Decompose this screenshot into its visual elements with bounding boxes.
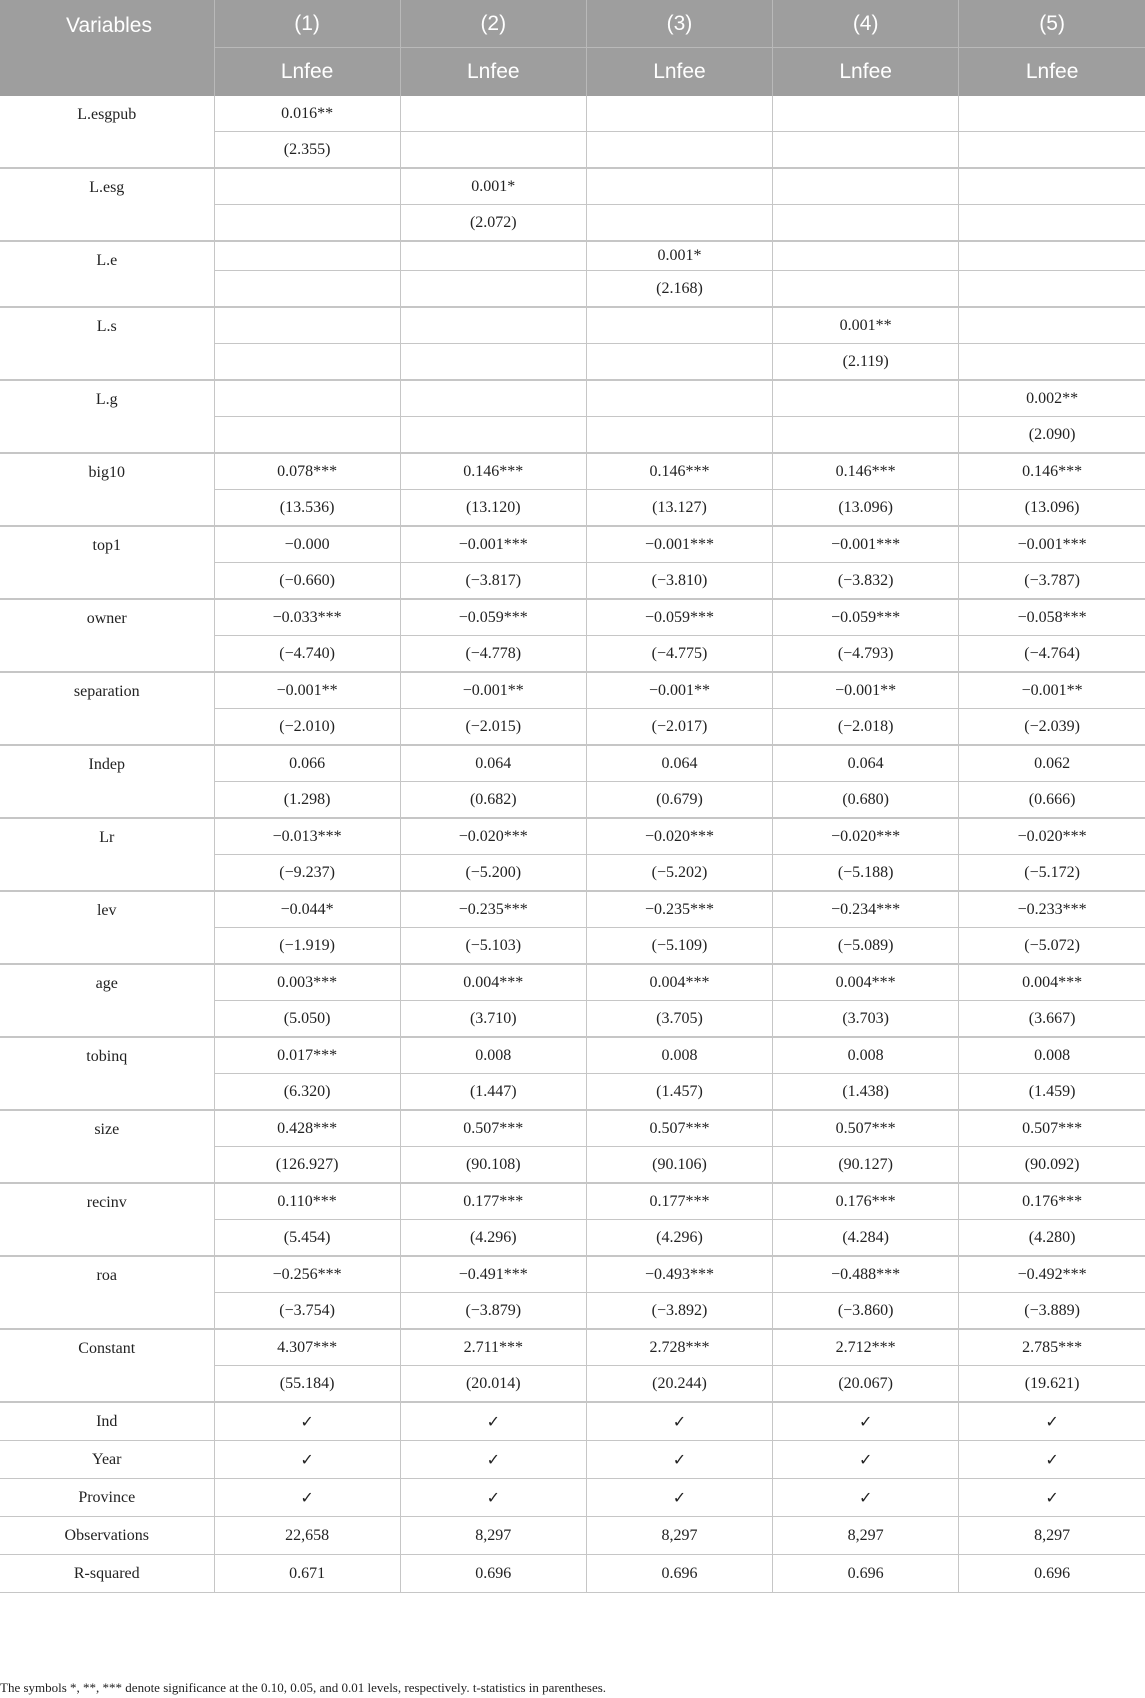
t-stat-cell: (−5.188) — [773, 855, 959, 892]
coef-cell: −0.001** — [400, 672, 586, 709]
variable-name: size — [0, 1110, 214, 1183]
summary-cell: ✓ — [400, 1479, 586, 1517]
summary-cell: ✓ — [400, 1402, 586, 1441]
coef-cell: −0.493*** — [586, 1256, 772, 1293]
coef-cell: −0.033*** — [214, 599, 400, 636]
summary-row — [0, 1441, 1145, 1479]
summary-cell: ✓ — [959, 1402, 1145, 1441]
variable-name: L.s — [0, 307, 214, 380]
t-stat-cell — [586, 205, 772, 242]
variable-name: Indep — [0, 745, 214, 818]
coef-cell: −0.044* — [214, 891, 400, 928]
t-stat-cell: (2.119) — [773, 344, 959, 381]
t-stat-cell: (1.298) — [214, 782, 400, 819]
coef-cell: 0.507*** — [400, 1110, 586, 1147]
t-stat-cell: (−3.754) — [214, 1293, 400, 1330]
t-stat-cell: (3.710) — [400, 1001, 586, 1038]
coef-cell: 0.507*** — [586, 1110, 772, 1147]
coef-cell: −0.020*** — [773, 818, 959, 855]
coef-cell: 0.066 — [214, 745, 400, 782]
variable-name: separation — [0, 672, 214, 745]
coef-cell: −0.001*** — [400, 526, 586, 563]
coef-cell — [959, 168, 1145, 205]
t-stat-cell: (−4.740) — [214, 636, 400, 673]
variable-name: tobinq — [0, 1037, 214, 1110]
t-stat-cell: (−5.103) — [400, 928, 586, 965]
coef-cell: 0.008 — [586, 1037, 772, 1074]
t-stat-cell: (−3.892) — [586, 1293, 772, 1330]
table-row — [0, 745, 1145, 782]
table-header — [0, 0, 1145, 96]
coef-cell: 0.507*** — [773, 1110, 959, 1147]
t-stat-cell — [214, 271, 400, 308]
summary-cell: ✓ — [400, 1441, 586, 1479]
coef-cell: 0.146*** — [400, 453, 586, 490]
summary-cell: ✓ — [586, 1402, 772, 1441]
coef-cell: −0.256*** — [214, 1256, 400, 1293]
t-stat-cell — [586, 344, 772, 381]
coef-cell — [214, 168, 400, 205]
t-stat-cell — [400, 417, 586, 454]
t-stat-cell: (1.447) — [400, 1074, 586, 1111]
coef-cell: −0.001** — [773, 672, 959, 709]
variable-name: top1 — [0, 526, 214, 599]
t-stat-cell: (−3.879) — [400, 1293, 586, 1330]
t-stat-cell — [214, 205, 400, 242]
coef-cell: −0.001*** — [959, 526, 1145, 563]
coef-cell — [400, 96, 586, 132]
variable-name: L.esgpub — [0, 96, 214, 168]
column-header: (3) — [586, 0, 772, 48]
t-stat-cell: (−5.072) — [959, 928, 1145, 965]
t-stat-cell: (3.667) — [959, 1001, 1145, 1038]
t-stat-cell: (−3.889) — [959, 1293, 1145, 1330]
t-stat-cell: (−0.660) — [214, 563, 400, 600]
summary-row — [0, 1479, 1145, 1517]
variable-name: L.g — [0, 380, 214, 453]
dep-var-header: Lnfee — [586, 48, 772, 97]
t-stat-cell: (−5.089) — [773, 928, 959, 965]
summary-cell: 0.696 — [773, 1555, 959, 1593]
coef-cell: 0.177*** — [400, 1183, 586, 1220]
coef-cell — [400, 241, 586, 271]
coef-cell: 2.785*** — [959, 1329, 1145, 1366]
coef-cell: 0.177*** — [586, 1183, 772, 1220]
t-stat-cell: (1.438) — [773, 1074, 959, 1111]
t-stat-cell: (−2.015) — [400, 709, 586, 746]
coef-cell: 0.004*** — [773, 964, 959, 1001]
summary-cell: 0.696 — [400, 1555, 586, 1593]
summary-cell: 0.696 — [586, 1555, 772, 1593]
coef-cell: −0.000 — [214, 526, 400, 563]
coef-cell: −0.020*** — [400, 818, 586, 855]
t-stat-cell: (−3.787) — [959, 563, 1145, 600]
coef-cell: −0.013*** — [214, 818, 400, 855]
coef-cell — [959, 241, 1145, 271]
variable-name: age — [0, 964, 214, 1037]
summary-row — [0, 1402, 1145, 1441]
coef-cell: −0.235*** — [586, 891, 772, 928]
coef-cell: 0.008 — [959, 1037, 1145, 1074]
coef-cell: −0.001** — [586, 672, 772, 709]
summary-row — [0, 1517, 1145, 1555]
coef-cell: −0.020*** — [959, 818, 1145, 855]
coef-cell: 0.146*** — [773, 453, 959, 490]
t-stat-cell: (90.106) — [586, 1147, 772, 1184]
table-row — [0, 891, 1145, 928]
coef-cell: 0.146*** — [586, 453, 772, 490]
t-stat-cell: (90.127) — [773, 1147, 959, 1184]
coef-cell: 2.712*** — [773, 1329, 959, 1366]
t-stat-cell: (90.092) — [959, 1147, 1145, 1184]
coef-cell: 0.003*** — [214, 964, 400, 1001]
dep-var-header: Lnfee — [773, 48, 959, 97]
t-stat-cell: (13.096) — [773, 490, 959, 527]
t-stat-cell — [214, 417, 400, 454]
table-row — [0, 1110, 1145, 1147]
table-row — [0, 526, 1145, 563]
t-stat-cell — [400, 132, 586, 169]
coef-cell: 0.176*** — [959, 1183, 1145, 1220]
table-row — [0, 599, 1145, 636]
t-stat-cell: (−5.109) — [586, 928, 772, 965]
summary-cell: ✓ — [214, 1441, 400, 1479]
coef-cell — [773, 380, 959, 417]
table-body — [0, 96, 1145, 1593]
summary-cell: 8,297 — [773, 1517, 959, 1555]
t-stat-cell: (3.703) — [773, 1001, 959, 1038]
t-stat-cell: (4.284) — [773, 1220, 959, 1257]
t-stat-cell: (0.680) — [773, 782, 959, 819]
coef-cell: 2.728*** — [586, 1329, 772, 1366]
coef-cell: 0.004*** — [959, 964, 1145, 1001]
t-stat-cell: (−5.172) — [959, 855, 1145, 892]
summary-cell: ✓ — [773, 1441, 959, 1479]
column-header: (5) — [959, 0, 1145, 48]
variable-name: Lr — [0, 818, 214, 891]
column-header: (2) — [400, 0, 586, 48]
t-stat-cell: (−2.017) — [586, 709, 772, 746]
dep-var-header: Lnfee — [214, 48, 400, 97]
coef-cell: 0.004*** — [586, 964, 772, 1001]
t-stat-cell: (6.320) — [214, 1074, 400, 1111]
table-row — [0, 307, 1145, 344]
coef-cell: −0.491*** — [400, 1256, 586, 1293]
t-stat-cell — [773, 205, 959, 242]
t-stat-cell — [214, 344, 400, 381]
t-stat-cell: (4.296) — [586, 1220, 772, 1257]
coef-cell: 0.110*** — [214, 1183, 400, 1220]
t-stat-cell: (2.168) — [586, 271, 772, 308]
summary-label: Province — [0, 1479, 214, 1517]
coef-cell: −0.492*** — [959, 1256, 1145, 1293]
coef-cell — [586, 307, 772, 344]
table-row — [0, 380, 1145, 417]
summary-cell: 0.696 — [959, 1555, 1145, 1593]
table-row — [0, 818, 1145, 855]
t-stat-cell: (19.621) — [959, 1366, 1145, 1403]
coef-cell: 0.017*** — [214, 1037, 400, 1074]
coef-cell — [586, 380, 772, 417]
variable-name: Constant — [0, 1329, 214, 1402]
t-stat-cell — [959, 344, 1145, 381]
coef-cell: −0.488*** — [773, 1256, 959, 1293]
coef-cell: 0.064 — [400, 745, 586, 782]
summary-cell: ✓ — [586, 1441, 772, 1479]
summary-cell: 0.671 — [214, 1555, 400, 1593]
t-stat-cell: (3.705) — [586, 1001, 772, 1038]
coef-cell: 0.064 — [586, 745, 772, 782]
coef-cell: 0.008 — [773, 1037, 959, 1074]
table-row — [0, 1037, 1145, 1074]
header-row-columns — [0, 0, 1145, 48]
variable-name: recinv — [0, 1183, 214, 1256]
coef-cell: −0.001** — [959, 672, 1145, 709]
t-stat-cell: (90.108) — [400, 1147, 586, 1184]
t-stat-cell: (1.459) — [959, 1074, 1145, 1111]
coef-cell: −0.235*** — [400, 891, 586, 928]
table-row — [0, 96, 1145, 132]
t-stat-cell — [773, 132, 959, 169]
t-stat-cell — [773, 417, 959, 454]
t-stat-cell: (−4.775) — [586, 636, 772, 673]
t-stat-cell — [400, 271, 586, 308]
table-row — [0, 964, 1145, 1001]
coef-cell: 0.176*** — [773, 1183, 959, 1220]
t-stat-cell: (−1.919) — [214, 928, 400, 965]
coef-cell — [214, 380, 400, 417]
coef-cell — [959, 96, 1145, 132]
coef-cell: −0.020*** — [586, 818, 772, 855]
coef-cell: 0.001* — [586, 241, 772, 271]
t-stat-cell: (20.014) — [400, 1366, 586, 1403]
t-stat-cell: (126.927) — [214, 1147, 400, 1184]
summary-label: R-squared — [0, 1555, 214, 1593]
variable-name: L.esg — [0, 168, 214, 241]
coef-cell — [400, 307, 586, 344]
summary-label: Ind — [0, 1402, 214, 1441]
table-row — [0, 1329, 1145, 1366]
t-stat-cell: (−2.010) — [214, 709, 400, 746]
summary-label: Observations — [0, 1517, 214, 1555]
dep-var-header: Lnfee — [959, 48, 1145, 97]
summary-cell: ✓ — [214, 1402, 400, 1441]
coef-cell: −0.001** — [214, 672, 400, 709]
t-stat-cell: (−2.039) — [959, 709, 1145, 746]
coef-cell — [773, 96, 959, 132]
coef-cell: −0.059*** — [400, 599, 586, 636]
t-stat-cell: (−4.778) — [400, 636, 586, 673]
t-stat-cell: (−4.793) — [773, 636, 959, 673]
t-stat-cell: (2.355) — [214, 132, 400, 169]
table-row — [0, 672, 1145, 709]
coef-cell: 0.064 — [773, 745, 959, 782]
table-row — [0, 1183, 1145, 1220]
summary-row — [0, 1555, 1145, 1593]
coef-cell: 0.001** — [773, 307, 959, 344]
variable-name: roa — [0, 1256, 214, 1329]
t-stat-cell: (−5.202) — [586, 855, 772, 892]
coef-cell: −0.001*** — [586, 526, 772, 563]
t-stat-cell: (−4.764) — [959, 636, 1145, 673]
t-stat-cell: (13.536) — [214, 490, 400, 527]
t-stat-cell — [400, 344, 586, 381]
coef-cell: 0.428*** — [214, 1110, 400, 1147]
summary-cell: ✓ — [773, 1479, 959, 1517]
summary-cell: 8,297 — [586, 1517, 772, 1555]
coef-cell: 0.062 — [959, 745, 1145, 782]
coef-cell — [214, 307, 400, 344]
column-header: (1) — [214, 0, 400, 48]
summary-cell: ✓ — [586, 1479, 772, 1517]
coef-cell: 0.078*** — [214, 453, 400, 490]
variable-name: L.e — [0, 241, 214, 307]
t-stat-cell: (−3.832) — [773, 563, 959, 600]
t-stat-cell — [959, 132, 1145, 169]
coef-cell — [773, 168, 959, 205]
coef-cell: 0.004*** — [400, 964, 586, 1001]
t-stat-cell: (−5.200) — [400, 855, 586, 892]
coef-cell: 0.146*** — [959, 453, 1145, 490]
coef-cell — [959, 307, 1145, 344]
coef-cell: −0.234*** — [773, 891, 959, 928]
t-stat-cell: (13.127) — [586, 490, 772, 527]
coef-cell — [586, 96, 772, 132]
summary-cell: ✓ — [214, 1479, 400, 1517]
coef-cell: −0.059*** — [586, 599, 772, 636]
variable-name: big10 — [0, 453, 214, 526]
t-stat-cell — [959, 271, 1145, 308]
t-stat-cell: (−3.810) — [586, 563, 772, 600]
variable-name: owner — [0, 599, 214, 672]
t-stat-cell — [586, 132, 772, 169]
t-stat-cell — [959, 205, 1145, 242]
coef-cell: −0.233*** — [959, 891, 1145, 928]
t-stat-cell: (20.244) — [586, 1366, 772, 1403]
t-stat-cell: (0.679) — [586, 782, 772, 819]
table-footnote: The symbols *, **, *** denote significance at the 0.10, 0.05, and 0.01 levels, respectively. t-statistics in parentheses. — [0, 1680, 607, 1695]
coef-cell — [214, 241, 400, 271]
summary-cell: ✓ — [773, 1402, 959, 1441]
summary-cell: ✓ — [959, 1441, 1145, 1479]
dep-var-header: Lnfee — [400, 48, 586, 97]
coef-cell: 2.711*** — [400, 1329, 586, 1366]
table-row — [0, 168, 1145, 205]
t-stat-cell: (20.067) — [773, 1366, 959, 1403]
coef-cell: 4.307*** — [214, 1329, 400, 1366]
summary-cell: 22,658 — [214, 1517, 400, 1555]
t-stat-cell: (5.454) — [214, 1220, 400, 1257]
column-header: (4) — [773, 0, 959, 48]
t-stat-cell: (−3.817) — [400, 563, 586, 600]
t-stat-cell: (13.120) — [400, 490, 586, 527]
t-stat-cell: (4.296) — [400, 1220, 586, 1257]
coef-cell — [586, 168, 772, 205]
variable-name: lev — [0, 891, 214, 964]
t-stat-cell — [586, 417, 772, 454]
table-row — [0, 241, 1145, 271]
t-stat-cell: (−2.018) — [773, 709, 959, 746]
summary-label: Year — [0, 1441, 214, 1479]
coef-cell — [400, 380, 586, 417]
variables-header: Variables — [0, 0, 214, 96]
coef-cell: 0.016** — [214, 96, 400, 132]
summary-cell: 8,297 — [400, 1517, 586, 1555]
t-stat-cell: (4.280) — [959, 1220, 1145, 1257]
t-stat-cell: (55.184) — [214, 1366, 400, 1403]
table-row — [0, 453, 1145, 490]
t-stat-cell: (0.682) — [400, 782, 586, 819]
t-stat-cell: (−9.237) — [214, 855, 400, 892]
t-stat-cell: (0.666) — [959, 782, 1145, 819]
t-stat-cell: (2.090) — [959, 417, 1145, 454]
table-row — [0, 1256, 1145, 1293]
coef-cell: −0.058*** — [959, 599, 1145, 636]
summary-cell: ✓ — [959, 1479, 1145, 1517]
t-stat-cell — [773, 271, 959, 308]
coef-cell — [773, 241, 959, 271]
coef-cell: 0.507*** — [959, 1110, 1145, 1147]
summary-cell: 8,297 — [959, 1517, 1145, 1555]
coef-cell: 0.002** — [959, 380, 1145, 417]
t-stat-cell: (13.096) — [959, 490, 1145, 527]
t-stat-cell: (2.072) — [400, 205, 586, 242]
coef-cell: 0.001* — [400, 168, 586, 205]
t-stat-cell: (5.050) — [214, 1001, 400, 1038]
coef-cell: −0.059*** — [773, 599, 959, 636]
coef-cell: −0.001*** — [773, 526, 959, 563]
t-stat-cell: (−3.860) — [773, 1293, 959, 1330]
t-stat-cell: (1.457) — [586, 1074, 772, 1111]
coef-cell: 0.008 — [400, 1037, 586, 1074]
